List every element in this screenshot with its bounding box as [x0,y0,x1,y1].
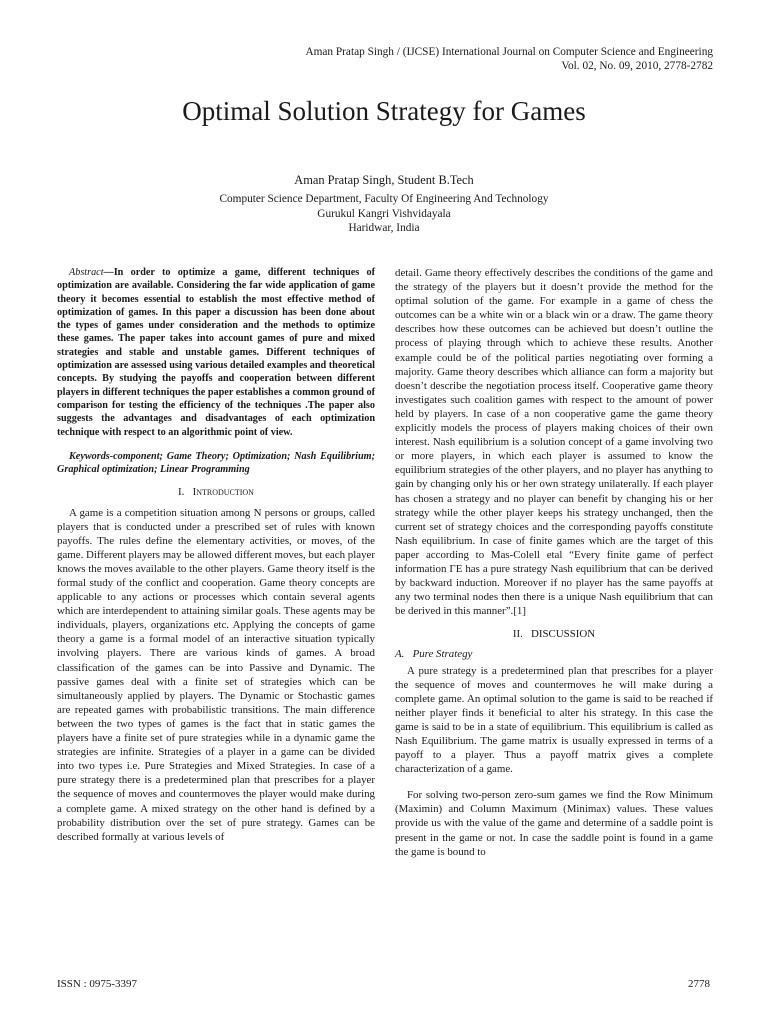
affiliation-line-2: Gurukul Kangri Vishvidayala [317,207,451,220]
journal-line: Aman Pratap Singh / (IJCSE) International Journal on Computer Science and Engineering [305,46,713,58]
abstract-dash: — [103,267,114,278]
introduction-paragraph: A game is a competition situation among N persons or groups, called players that is conducted under a prescribed set of rules with known payoffs. The rules define the elementary activities, or moves, of the game. Different players may be allowed different moves, but each player knows the moves available to the other players. Game theory itself is the formal study of the conflict and cooperation. Game theory concepts are applicable to any actions or processes which contain several agents which are interdependent to attaining similar goals. These agents may be individuals, players, organizations etc. Applying the concepts of game theory a game is a formal model of an interactive situation typically involving players. There are various kinds of games. A broad classification of the games can be into Passive and Dynamic. The passive games deal with a finite set of strategies which can be simultaneously applied by players. The Dynamic or Stochastic games are repeated games with probabilistic transitions. The main difference between the two types of games is the fact that in static games the players have a finite set of pure strategies while in a dynamic game the strategies are infinite. Strategies of a player in a game can be divided into two types i.e. Pure Strategies and Mixed Strategies. In case of a pure strategy there is a predetermined plan that prescribes for a player the sequence of moves and countermoves the player would make during a complete game. A mixed strategy on the other hand is defined by a probability distribution over the set of pure strategy. Games can be described formally at various levels of [57,506,375,843]
section-number: II. [512,628,523,641]
section-title: DISCUSSION [531,628,596,641]
affiliation-line-1: Computer Science Department, Faculty Of Engineering And Technology [219,193,549,205]
section-heading-introduction [57,485,375,499]
pure-strategy-paragraph: A pure strategy is a predetermined plan that prescribes for a player the sequence of moves and countermoves he will make during a complete game. An optimal solution to the game is said to be reached if neither player finds it beneficial to alter his strategy. In this case the game is said to be in a state of equilibrium. This equilibrium is called as Nash Equilibrium. The game matrix is usually expressed in terms of a payoff to a player. Thus a payoff matrix gives a complete characterization of a game. [395,664,713,776]
left-column [57,266,375,844]
running-header [305,45,713,73]
subsection-label: A. [395,648,405,661]
footer-page-number: 2778 [688,978,710,990]
abstract-text: In order to optimize a game, different techniques of optimization are available. Considering the far wide application of game theory it becomes essential to establish the most effective method of optimization of games. In this paper a discussion has been done about the types of games under consideration and the methods to optimize these games. The paper takes into account games of pure and mixed strategies and stable and unstable games. Different techniques of optimization are assessed using various detailed examples and theoretical concepts. By studying the payoffs and cooperation between different players in different techniques the paper establishes a common ground of comparison for testing the efficiency of the techniques .The paper also suggests the advantages and disadvantages of each optimization technique with respect to an algorithmic point of view. [57,267,375,438]
affiliation-line-3: Haridwar, India [348,222,420,234]
abstract [57,266,375,439]
right-column [395,266,713,859]
two-person-games-paragraph: For solving two-person zero-sum games we find the Row Minimum (Maximin) and Column Maximum (Minimax) values. These values provide us with the value of the game and determine of a saddle point is present in the game or not. In case the saddle point is found in a game the game is bound to [395,789,713,858]
abstract-label: Abstract [69,267,104,278]
footer-issn: ISSN : 0975-3397 [57,978,138,990]
affiliation [0,192,768,236]
paper-title: Optimal Solution Strategy for Games [182,96,586,126]
subsection-heading-pure-strategy [395,647,713,661]
section-title: Introduction [192,486,254,499]
volume-line: Vol. 02, No. 09, 2010, 2778-2782 [561,60,713,72]
author-line: Aman Pratap Singh, Student B.Tech [294,173,474,187]
section-heading-discussion [395,627,713,641]
keywords: Keywords-component; Game Theory; Optimization; Nash Equilibrium; Graphical optimization; Linear Programming [57,450,375,476]
subsection-title: Pure Strategy [412,648,473,661]
section-number: I. [178,486,185,499]
continuation-paragraph: detail. Game theory effectively describes the conditions of the game and the strategy of the players but it doesn’t provide the method for the optimal solution of the game. For example in a game of chess the outcomes can be a white win or a black win or a draw. The game theory describes how these outcomes can be achieved but doesn’t outline the process of playing through which to achieve these results. Another example could be of the political parties negotiating over forming a majority. Game theory describes which alliance can form a majority but doesn’t describe the negotiation process itself. Cooperative game theory investigates such coalition games with respect to the amount of power held by players. In case of a non cooperative game the game theory explicitly models the process of players making choices of their own interest. Nash equilibrium is a solution concept of a game involving two or more players, in which each player is assumed to know the equilibrium strategies of the other players, and no player has anything to gain by changing only his or her own strategy unilaterally. If each player has chosen a strategy and no player can benefit by changing his or her strategy while the other player keeps his strategy unchanged, then the current set of strategy choices and the corresponding payoffs constitute Nash equilibrium. In case of finite games which are the target of this paper according to Mas-Colell etal “Every finite game of perfect information ΓE has a pure strategy Nash equilibrium that can be derived by backward induction. Moreover if no player has the same payoffs at any two terminal nodes then there is a unique Nash equilibrium that can be derived in this manner”.[1] [395,267,713,618]
